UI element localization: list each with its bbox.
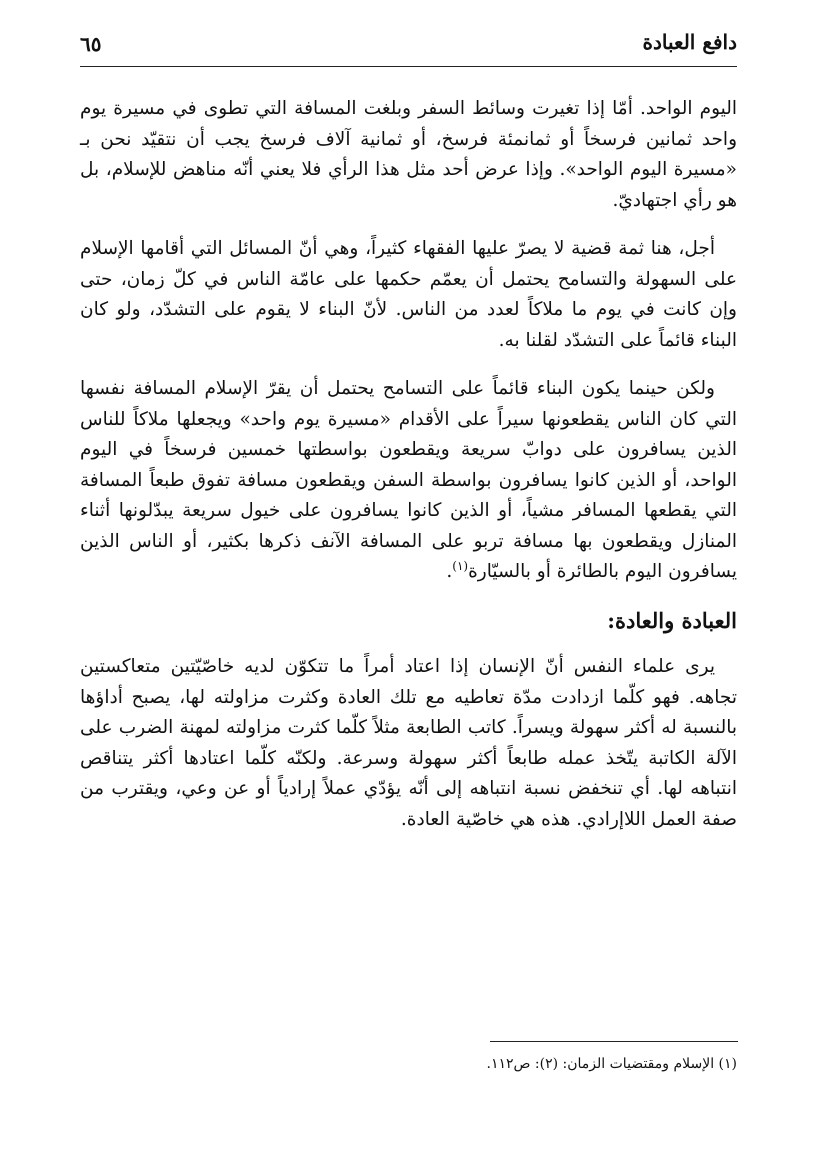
footnote: (١) الإسلام ومقتضيات الزمان: (٢): ص١١٢. xyxy=(486,1056,737,1072)
header-rule xyxy=(80,66,737,67)
page-number: ٦٥ xyxy=(80,32,102,56)
body-text xyxy=(80,94,737,853)
footnote-reference[interactable]: (١) xyxy=(452,558,469,573)
running-title: دافع العبادة xyxy=(642,30,737,54)
paragraph-3-text: ولكن حينما يكون البناء قائماً على التسامح يحتمل أن يقرّ الإسلام المسافة نفسها التي كان الناس يقطعونها سيراً على الأقدام «مسيرة يوم واحد» ويجعلها ملاكاً للناس الذين يسافرون على دوابّ سريعة ويقطعون بواسطتها خمسين فرسخاً في اليوم الواحد، أو الذين كانوا يسافرون بواسطة السفن ويقطعون مسافة تفوق طبعاً المسافة التي يقطعها المسافر مشياً، أو الذين كانوا يسافرون على خيول سريعة يبدّلونها أثناء المنازل ويقطعون بها مسافة تربو على المسافة الآنف ذكرها بكثير، أو الناس الذين يسافرون اليوم بالطائرة أو بالسيّارة xyxy=(80,378,737,582)
paragraph-4: يرى علماء النفس أنّ الإنسان إذا اعتاد أمراً ما تتكوّن لديه خاصّيّتين متعاكستين تجاهه. فهو كلّما ازدادت مدّة تعاطيه مع تلك العادة وكثرت مزاولته لها، يصبح أداؤها بالنسبة له أكثر سهولة ويسراً. كاتب الطابعة مثلاً كلّما كثرت مزاولته لمهنة الضرب على الآلة الكاتبة يتّخذ عمله طابعاً أكثر سهولة وسرعة. ولكنّه كلّما اعتادها أكثر يتناقص انتباهه لها. أي تنخفض نسبة انتباهه إلى أنّه يؤدّي عملاً إرادياً أو عن وعي، ويقترب من صفة العمل اللاإرادي. هذه هي خاصّية العادة. xyxy=(80,656,737,830)
section-heading: العبادة والعادة: xyxy=(607,607,737,633)
paragraph-2: أجل، هنا ثمة قضية لا يصرّ عليها الفقهاء كثيراً، وهي أنّ المسائل التي أقامها الإسلام على السهولة والتسامح يحتمل أن يعمّم حكمها على عامّة الناس في كلّ زمان، حتى وإن كانت في يوم ما ملاكاً لعدد من الناس. لأنّ البناء لا يقوم على التشدّد، ولو كان البناء قائماً على التشدّد لقلنا به. xyxy=(80,238,737,351)
footnote-rule xyxy=(490,1041,738,1042)
paragraph-1: اليوم الواحد. أمّا إذا تغيرت وسائط السفر وبلغت المسافة التي تطوى في مسيرة يوم واحد ثمانين فرسخاً أو ثمانمئة فرسخ، أو ثمانية آلاف فرسخ يجب أن نتقيّد نحن بـ «مسيرة اليوم الواحد». وإذا عرض أحد مثل هذا الرأي فلا يعني أنّه مناهض للإسلام، بل هو رأي اجتهاديّ. xyxy=(80,98,737,211)
paragraph-3 xyxy=(80,374,737,588)
paragraph-3-period: . xyxy=(446,561,453,582)
